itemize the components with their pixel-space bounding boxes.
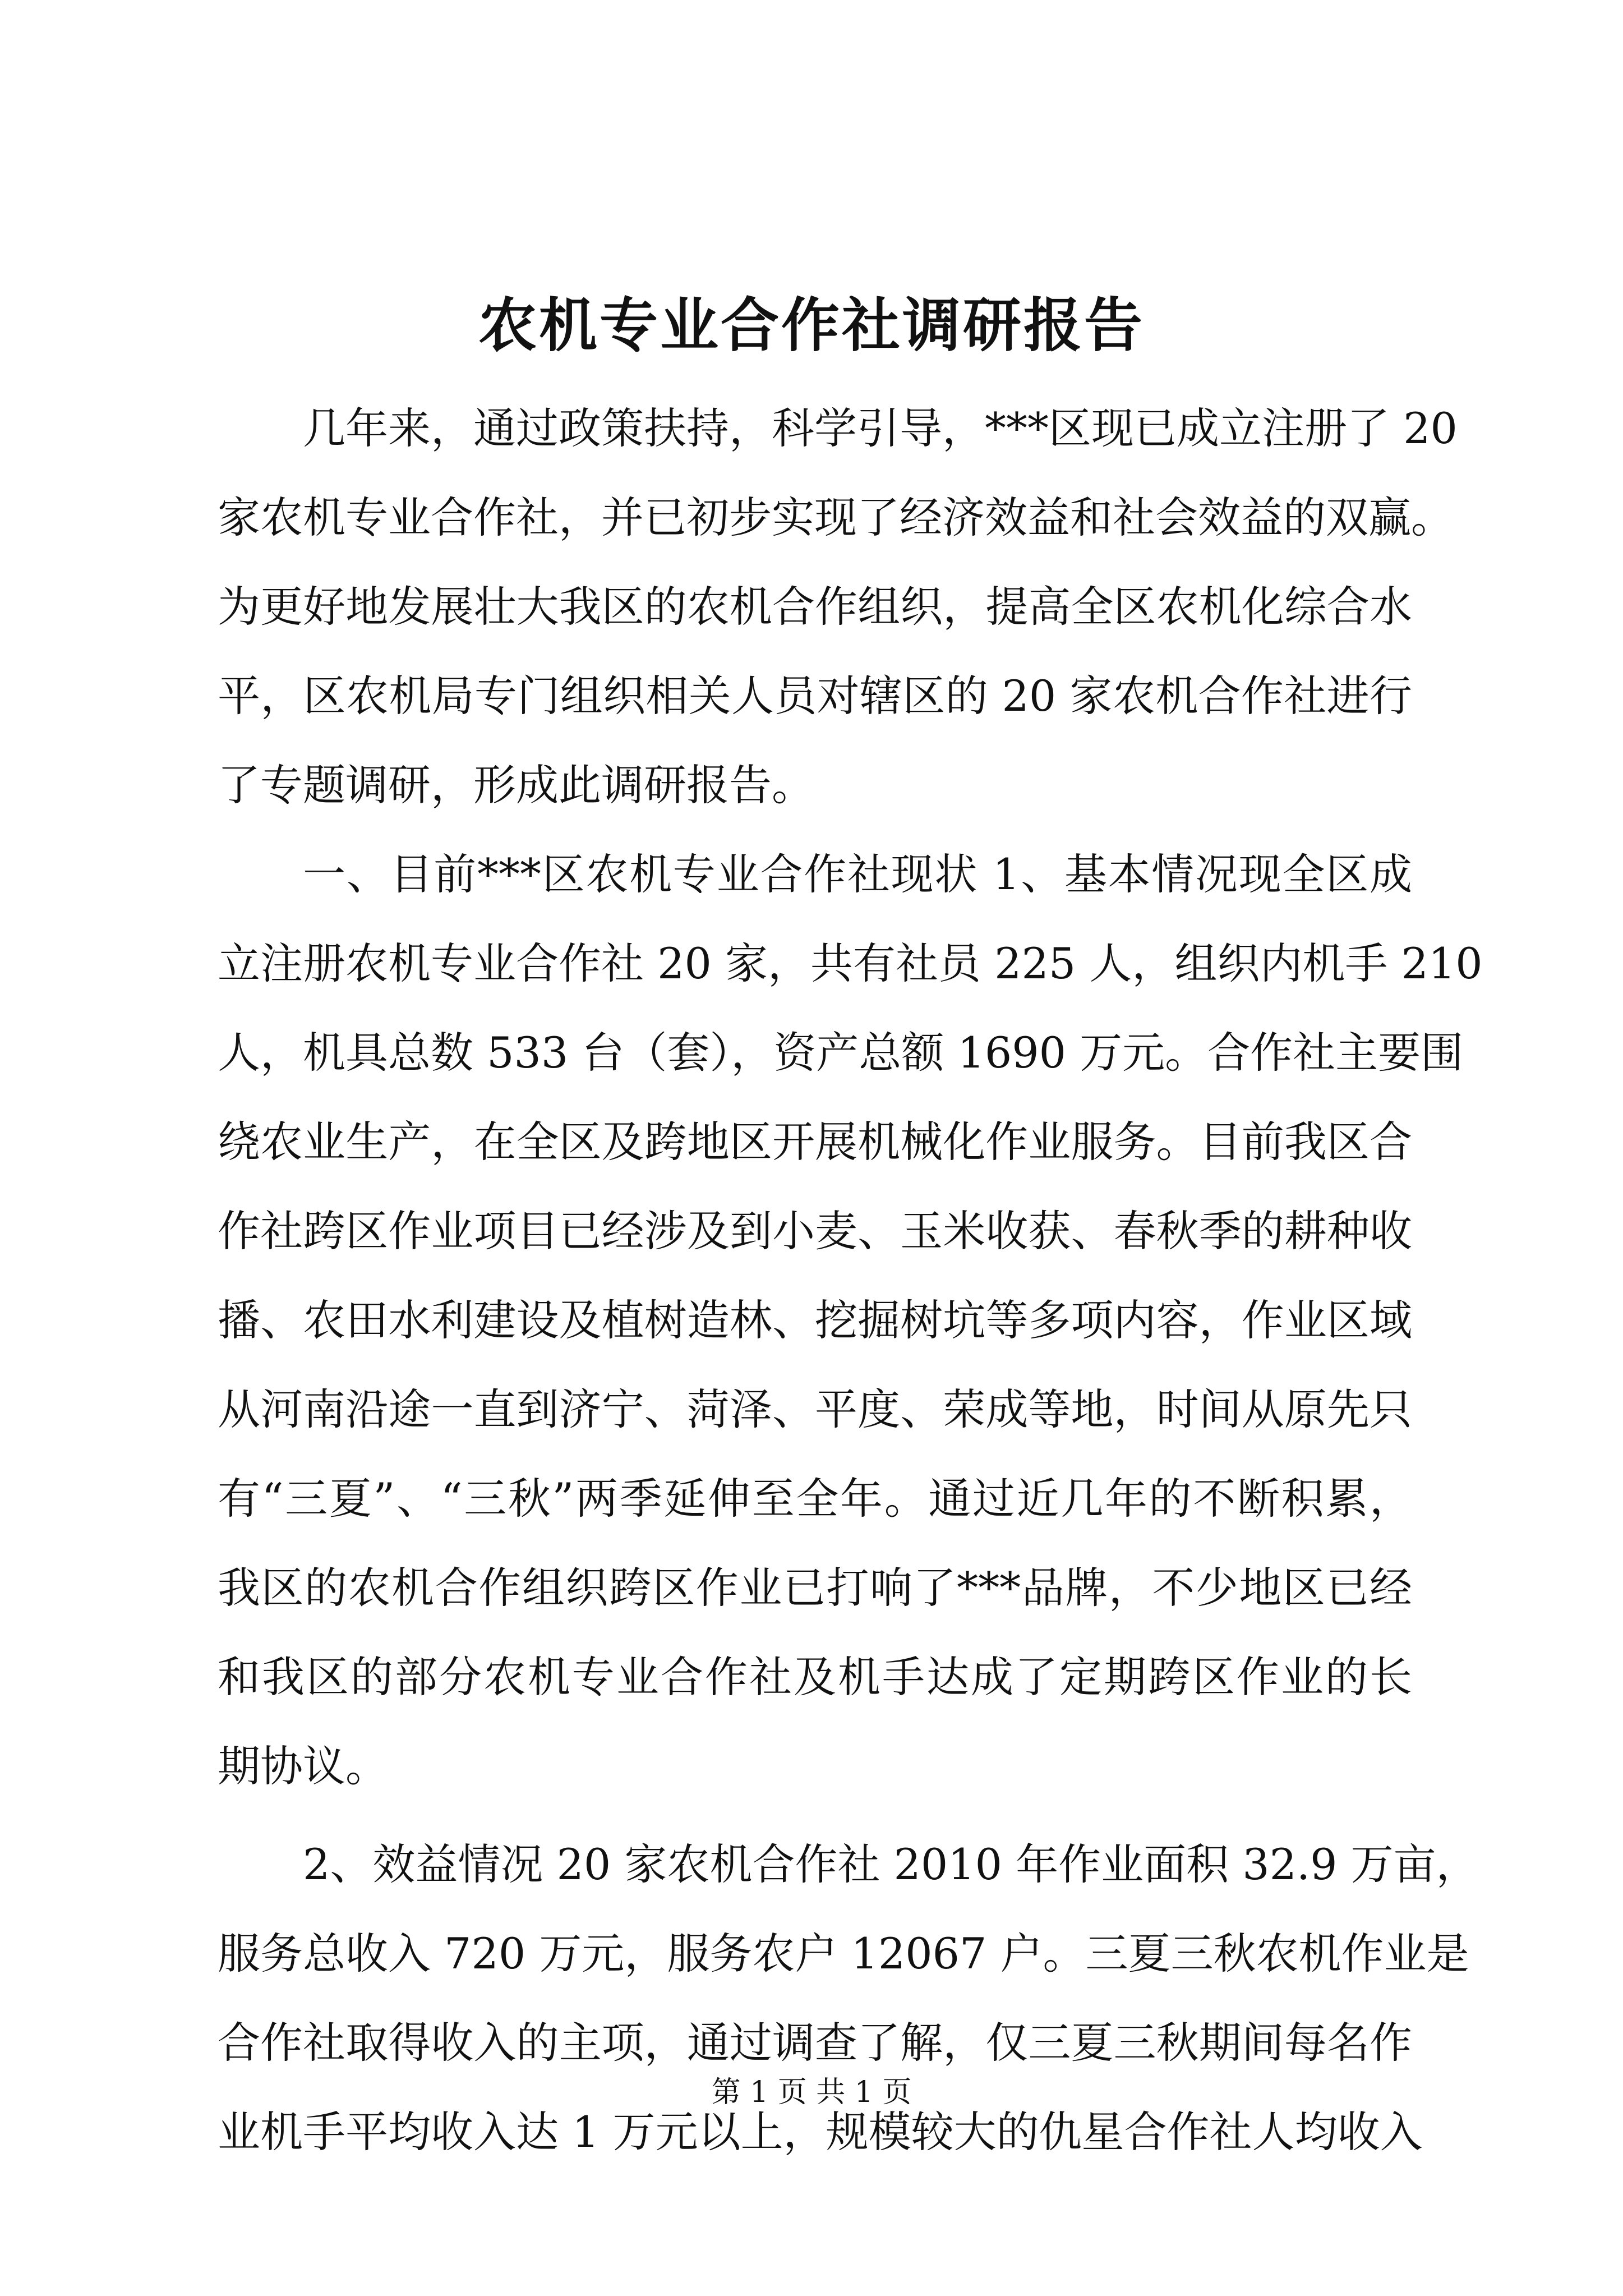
text-line: 业机手平均收入达 1 万元以上，规模较大的仇星合作社人均收入 — [218, 2107, 1423, 2157]
text-line: 几年来，通过政策扶持，科学引导，***区现已成立注册了 20 — [303, 403, 1458, 453]
document-title: 农机专业合作社调研报告 — [478, 291, 1145, 360]
text-line: 平，区农机局专门组织相关人员对辖区的 20 家农机合作社进行 — [218, 671, 1412, 721]
text-line: 一、目前***区农机专业合作社现状 1、基本情况现全区成 — [303, 849, 1412, 899]
text-line: 从河南沿途一直到济宁、菏泽、平度、荣成等地，时间从原先只 — [218, 1384, 1412, 1434]
text-line: 家农机专业合作社，并已初步实现了经济效益和社会效益的双赢。 — [218, 493, 1454, 542]
text-line: 有“三夏”、“三秋”两季延伸至全年。通过近几年的不断积累， — [218, 1474, 1412, 1524]
text-line: 我区的农机合作组织跨区作业已打响了***品牌，不少地区已经 — [218, 1563, 1412, 1613]
text-line: 人，机具总数 533 台（套），资产总额 1690 万元。合作社主要围 — [218, 1028, 1464, 1078]
text-line: 和我区的部分农机专业合作社及机手达成了定期跨区作业的长 — [218, 1652, 1412, 1702]
text-line: 播、农田水利建设及植树造林、挖掘树坑等多项内容，作业区域 — [218, 1295, 1412, 1345]
paragraph-gap — [218, 1811, 1412, 1820]
text-line: 作社跨区作业项目已经涉及到小麦、玉米收获、春秋季的耕种收 — [218, 1206, 1412, 1256]
text-line: 立注册农机专业合作社 20 家，共有社员 225 人，组织内机手 210 — [218, 938, 1483, 988]
text-line: 合作社取得收入的主项，通过调查了解，仅三夏三秋期间每名作 — [218, 2018, 1412, 2068]
text-line: 了专题调研，形成此调研报告。 — [218, 760, 814, 810]
paragraph — [218, 384, 1458, 830]
paragraph — [218, 830, 1483, 1811]
text-line: 服务总收入 720 万元，服务农户 12067 户。三夏三秋农机作业是 — [218, 1929, 1469, 1978]
page-footer: 第 1 页 共 1 页 — [711, 2076, 912, 2109]
text-line: 为更好地发展壮大我区的农机合作组织，提高全区农机化综合水 — [218, 582, 1412, 632]
text-line: 绕农业生产，在全区及跨地区开展机械化作业服务。目前我区合 — [218, 1117, 1412, 1167]
text-line: 期协议。 — [218, 1741, 388, 1791]
document-body — [218, 384, 1483, 2177]
paragraph — [218, 1820, 1479, 2177]
text-line: 2、效益情况 20 家农机合作社 2010 年作业面积 32.9 万亩， — [303, 1839, 1479, 1889]
